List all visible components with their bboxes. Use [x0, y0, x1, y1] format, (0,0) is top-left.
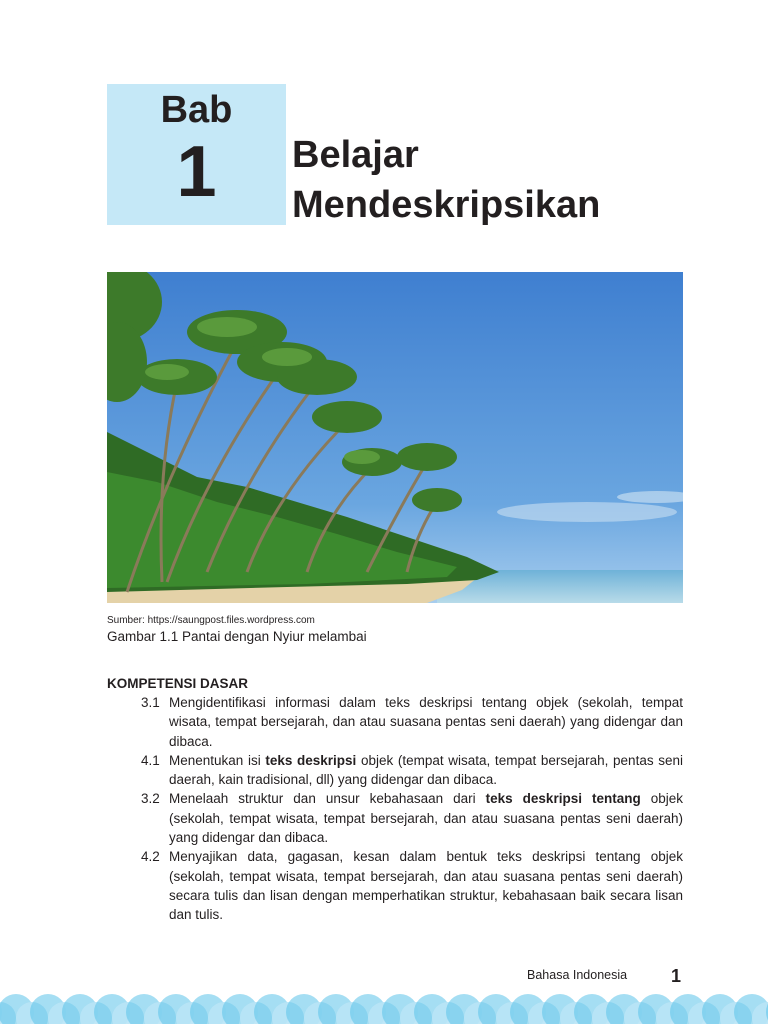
item-number: 3.2 — [141, 791, 160, 807]
wave-border — [0, 990, 768, 1024]
chapter-badge — [107, 84, 286, 225]
figure-caption: Gambar 1.1 Pantai dengan Nyiur melambai — [107, 629, 367, 644]
beach-photo — [107, 272, 683, 603]
list-item — [141, 789, 683, 847]
chapter-title — [292, 130, 600, 230]
page-number: 1 — [671, 966, 682, 986]
chapter-title-line-2: Mendeskripsikan — [292, 184, 601, 226]
item-text: Menyajikan data, gagasan, kesan dalam bentuk teks deskripsi tentang objek (sekolah, tempat wisata, tempat bersejarah, dan atau suasana pentas seni daerah) secara tulis dan lisan dengan memperhatikan struktur, kebahasaan baik secara lisan dan tulis. — [169, 849, 683, 923]
item-text — [169, 751, 683, 790]
list-item — [141, 751, 683, 790]
item-text-post: objek (tempat wisata, tempat bersejarah, pentas seni daerah, kain tradisional, dll) yang didengar dan dibaca. — [169, 752, 683, 788]
beach-illustration — [107, 272, 683, 603]
kompetensi-heading: KOMPETENSI DASAR — [107, 676, 249, 691]
chapter-number: 1 — [176, 132, 217, 212]
chapter-word: Bab — [160, 89, 233, 131]
item-text-bold: teks deskripsi — [265, 752, 357, 768]
list-item — [141, 693, 683, 751]
item-number: 4.2 — [141, 849, 160, 865]
item-text-post: objek (sekolah, tempat wisata, tempat bersejarah, dan atau suasana pentas seni daerah) yang didengar dan dibaca. — [169, 791, 683, 846]
list-item — [141, 847, 683, 924]
chapter-title-line-1: Belajar — [292, 134, 419, 176]
item-text-pre: Menelaah struktur dan unsur kebahasaan dari — [169, 791, 486, 807]
item-text — [169, 789, 683, 847]
kompetensi-list — [141, 693, 683, 925]
item-number: 4.1 — [141, 752, 160, 768]
item-text-pre: Menentukan isi — [169, 752, 266, 768]
item-number: 3.1 — [141, 695, 160, 710]
footer-book-title: Bahasa Indonesia — [527, 968, 628, 982]
image-source: Sumber: https://saungpost.files.wordpress.com — [107, 615, 315, 626]
item-text-bold: teks deskripsi tentang — [485, 791, 641, 807]
item-text: Mengidentifikasi informasi dalam teks deskripsi tentang objek (sekolah, tempat wisata, tempat bersejarah, dan atau suasana pentas seni daerah) yang didengar dan dibaca. — [169, 695, 683, 749]
